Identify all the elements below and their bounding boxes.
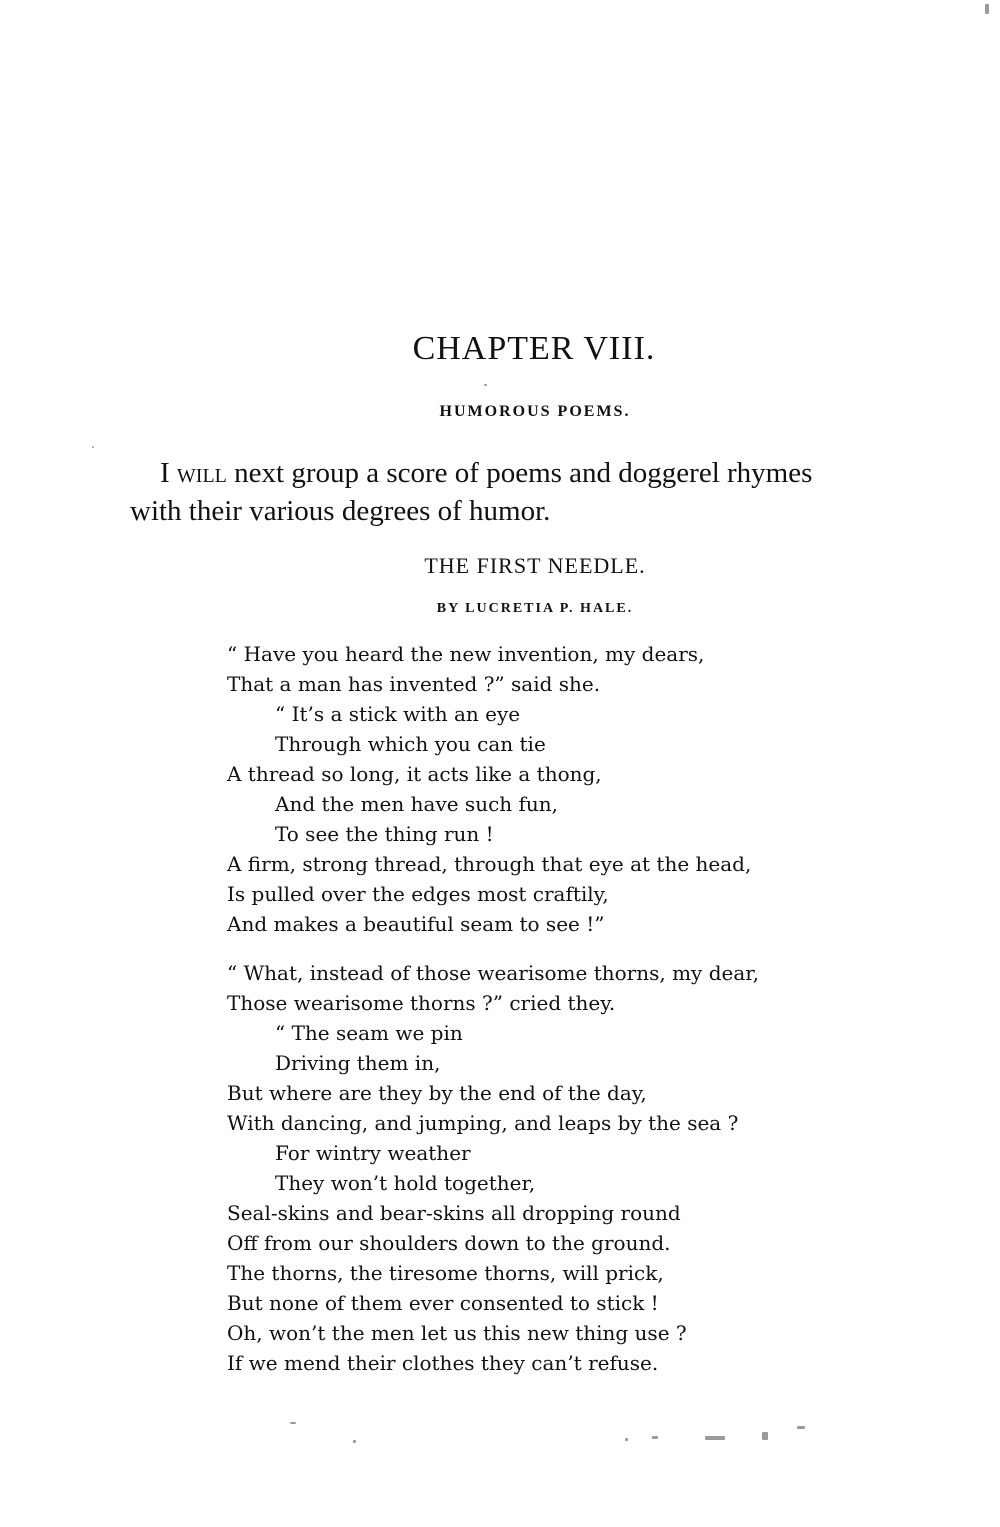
intro-lead-smallcaps: will xyxy=(176,457,227,489)
verse-line: “ It’s a stick with an eye xyxy=(275,702,521,726)
verse-line: And the men have such fun, xyxy=(275,792,559,816)
intro-line-1-rest: next group a score of poems and doggerel rhymes xyxy=(226,457,813,489)
intro-line-2: with their various degrees of humor. xyxy=(130,495,551,527)
verse-line: But none of them ever consented to stick ! xyxy=(227,1291,659,1315)
scan-speck xyxy=(985,4,989,14)
verse-line: “ The seam we pin xyxy=(275,1021,463,1045)
scan-speck xyxy=(797,1426,805,1429)
chapter-title: CHAPTER VIII. xyxy=(412,330,656,367)
verse-line: Off from our shoulders down to the ground. xyxy=(227,1231,671,1255)
verse-line: That a man has invented ?” said she. xyxy=(227,672,601,696)
verse-line: A thread so long, it acts like a thong, xyxy=(227,762,602,786)
poem-author: BY LUCRETIA P. HALE. xyxy=(436,601,634,616)
intro-line-1 xyxy=(130,454,945,492)
scan-speck xyxy=(92,446,94,448)
chapter-subtitle: HUMOROUS POEMS. xyxy=(439,403,631,420)
intro-paragraph xyxy=(130,454,945,530)
scan-speck xyxy=(353,1440,356,1443)
verse-line: “ What, instead of those wearisome thorns, my dear, xyxy=(227,961,759,985)
scan-speck xyxy=(762,1432,768,1440)
verse-line: Oh, won’t the men let us this new thing use ? xyxy=(227,1321,687,1345)
verse-line: A firm, strong thread, through that eye at the head, xyxy=(227,852,752,876)
verse-line: Seal-skins and bear-skins all dropping round xyxy=(227,1201,681,1225)
poem-title: THE FIRST NEEDLE. xyxy=(424,553,646,578)
verse-line: With dancing, and jumping, and leaps by the sea ? xyxy=(227,1111,739,1135)
scan-speck xyxy=(290,1422,296,1424)
scan-speck xyxy=(705,1436,725,1440)
verse-line: They won’t hold together, xyxy=(275,1171,536,1195)
intro-lead: I xyxy=(160,457,177,489)
verse-line: Through which you can tie xyxy=(275,732,546,756)
scan-speck xyxy=(484,384,487,386)
verse-line: Those wearisome thorns ?” cried they. xyxy=(227,991,616,1015)
verse-line: Driving them in, xyxy=(275,1051,441,1075)
verse-line: “ Have you heard the new invention, my dears, xyxy=(227,642,705,666)
verse-line: If we mend their clothes they can’t refuse. xyxy=(227,1351,659,1375)
scan-speck xyxy=(652,1436,658,1439)
verse-line: For wintry weather xyxy=(275,1141,471,1165)
verse-line: The thorns, the tiresome thorns, will prick, xyxy=(227,1261,664,1285)
poem-stanza-1 xyxy=(227,639,751,939)
verse-line: And makes a beautiful seam to see !” xyxy=(227,912,605,936)
verse-line: To see the thing run ! xyxy=(275,822,494,846)
verse-line: But where are they by the end of the day, xyxy=(227,1081,647,1105)
poem-stanza-2 xyxy=(227,958,759,1378)
verse-line: Is pulled over the edges most craftily, xyxy=(227,882,609,906)
scan-speck xyxy=(625,1438,628,1441)
